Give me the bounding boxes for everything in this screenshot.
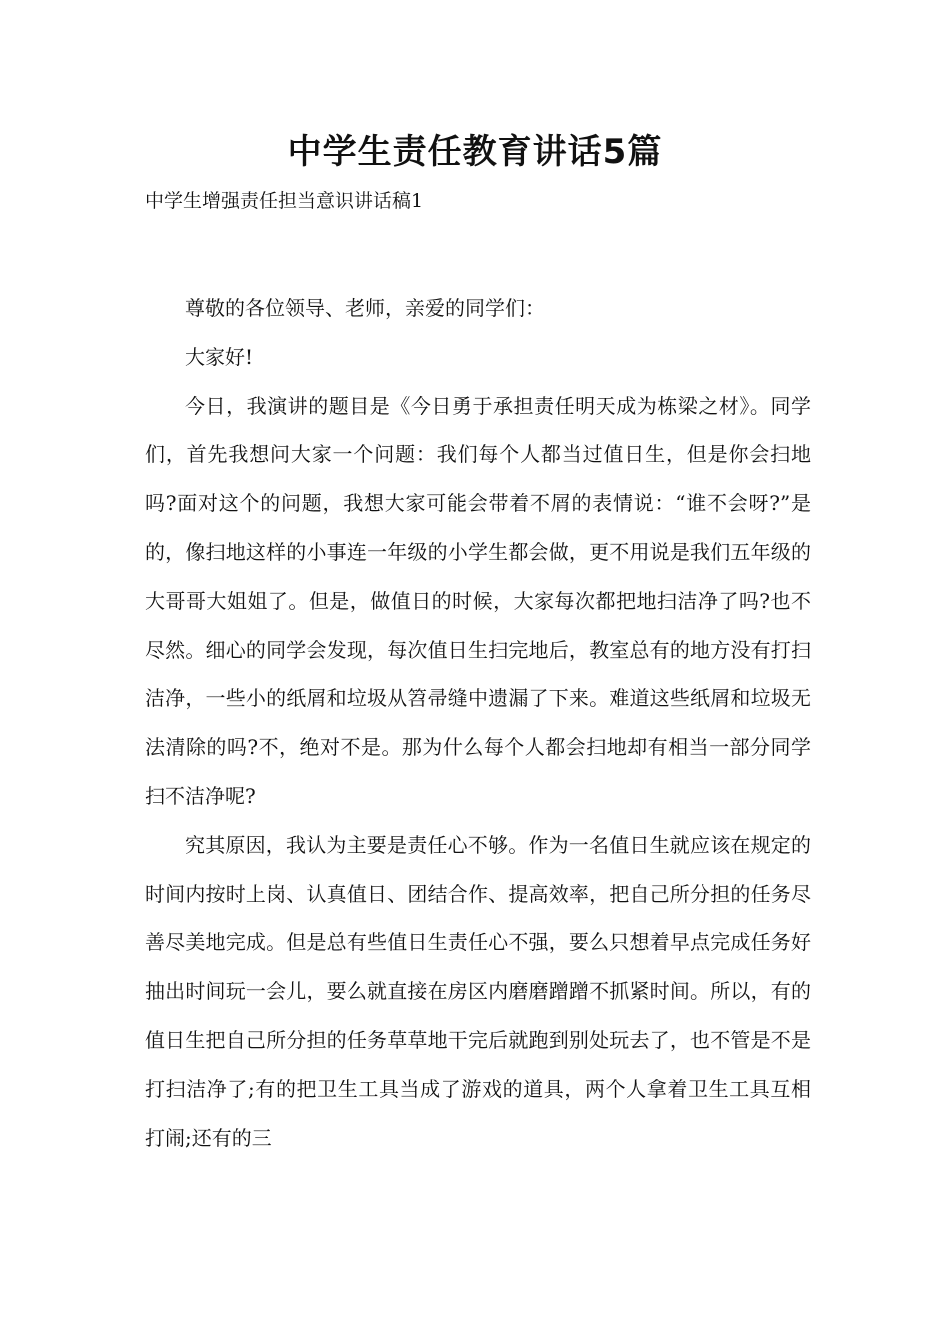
document-body <box>145 284 811 1162</box>
paragraph-body: 究其原因，我认为主要是责任心不够。作为一名值日生就应该在规定的时间内按时上岗、认真值日、团结合作、提高效率，把自己所分担的任务尽善尽美地完成。但是总有些值日生责任心不强，要么只想着早点完成任务好抽出时间玩一会儿，要么就直接在房区内磨磨蹭蹭不抓紧时间。所以，有的值日生把自己所分担的任务草草地干完后就跑到别处玩去了，也不管是不是打扫洁净了;有的把卫生工具当成了游戏的道具，两个人拿着卫生工具互相打闹;还有的三 <box>145 832 811 1150</box>
paragraph-body: 今日，我演讲的题目是《今日勇于承担责任明天成为栋梁之材》。同学们，首先我想问大家一个问题：我们每个人都当过值日生，但是你会扫地吗?面对这个的问题，我想大家可能会带着不屑的表情说：“谁不会呀?”是的，像扫地这样的小事连一年级的小学生都会做，更不用说是我们五年级的大哥哥大姐姐了。但是，做值日的时候，大家每次都把地扫洁净了吗?也不尽然。细心的同学会发现，每次值日生扫完地后，教室总有的地方没有打扫洁净，一些小的纸屑和垃圾从笤帚缝中遗漏了下来。难道这些纸屑和垃圾无法清除的吗?不，绝对不是。那为什么每个人都会扫地却有相当一部分同学扫不洁净呢? <box>145 393 811 808</box>
paragraph-salutation: 尊敬的各位领导、老师，亲爱的同学们： <box>185 296 545 320</box>
document-title: 中学生责任教育讲话5篇 <box>287 132 663 172</box>
document-subtitle: 中学生增强责任担当意识讲话稿1 <box>145 190 424 212</box>
paragraph-greeting: 大家好! <box>185 344 254 369</box>
